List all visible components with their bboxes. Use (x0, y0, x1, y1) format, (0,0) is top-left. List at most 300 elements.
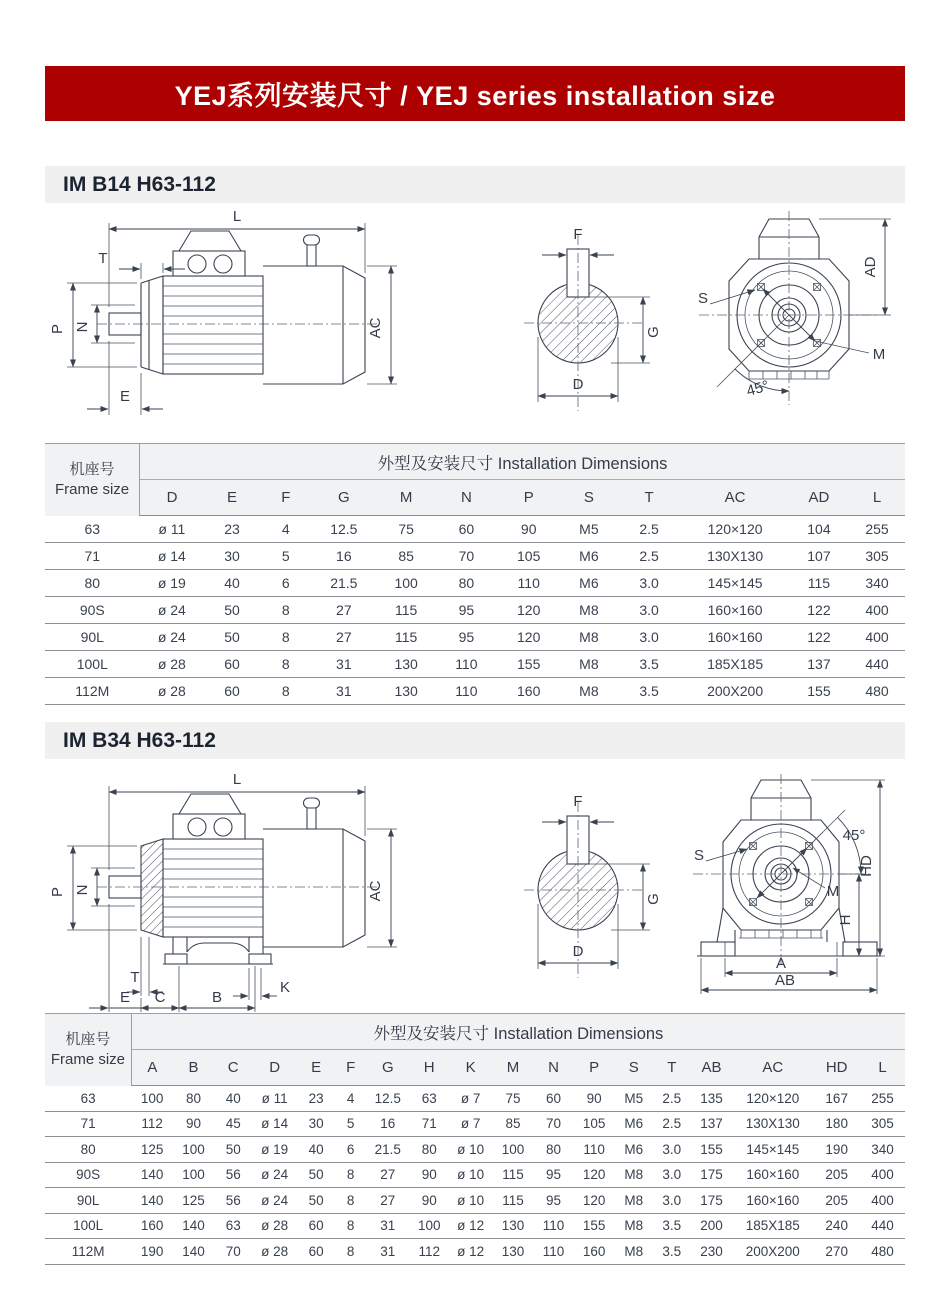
dimension-cell: 175 (691, 1162, 732, 1188)
dim-label-T: T (130, 969, 140, 986)
column-header-P: P (496, 480, 561, 516)
dimension-cell: 80 (534, 1137, 574, 1163)
dimension-cell: 95 (436, 597, 496, 624)
dimension-cell: 56 (214, 1188, 252, 1214)
shaft-section-drawing-b14 (490, 205, 685, 419)
dimension-cell: 160 (496, 678, 561, 705)
section-heading-im-b14 (45, 166, 905, 203)
dimension-cell: 145×145 (732, 1137, 813, 1163)
column-header-S: S (615, 1050, 653, 1086)
body-ribs (163, 849, 263, 927)
dimension-cell: 70 (436, 543, 496, 570)
dimension-cell: 140 (131, 1162, 172, 1188)
dimension-cell: M5 (615, 1086, 653, 1112)
dimension-cell: ø 19 (140, 570, 205, 597)
dimension-cell: 135 (691, 1086, 732, 1112)
dimension-cell: 8 (335, 1162, 366, 1188)
dim-label-D: D (572, 943, 584, 960)
dim-label-P: P (49, 323, 66, 335)
dimension-cell: 60 (297, 1213, 335, 1239)
span-header-cell: 外型及安装尺寸 Installation Dimensions (140, 444, 905, 480)
dim-label-L: L (232, 771, 242, 788)
column-header-G: G (366, 1050, 409, 1086)
dimension-cell: 130 (492, 1213, 533, 1239)
front-view-drawing-b14 (683, 203, 905, 419)
dimension-cell: 115 (492, 1162, 533, 1188)
dimension-cell: 21.5 (366, 1137, 409, 1163)
dimension-cell: 155 (573, 1213, 614, 1239)
dimension-cell: 90 (409, 1162, 449, 1188)
column-header-HD: HD (813, 1050, 860, 1086)
table-row-90L (45, 624, 905, 651)
eyebolt-ring (304, 235, 320, 245)
dimension-cell: 440 (860, 1213, 905, 1239)
dimension-cell: 56 (214, 1162, 252, 1188)
dimension-cell: 480 (860, 1239, 905, 1265)
dimension-cell: 16 (366, 1111, 409, 1137)
dimension-cell: 75 (376, 516, 436, 543)
feet (173, 937, 263, 954)
dim-label-AB: AB (774, 972, 796, 989)
dimension-cell: 30 (204, 543, 260, 570)
dimension-cell: 105 (573, 1111, 614, 1137)
table-row-63 (45, 1086, 905, 1112)
dimension-cell: ø 28 (140, 651, 205, 678)
dimension-cell: 115 (376, 597, 436, 624)
dimension-cell: 5 (335, 1111, 366, 1137)
dimension-cell: M8 (561, 678, 617, 705)
dimension-cell: 3.0 (653, 1162, 691, 1188)
dimension-cell: 400 (860, 1188, 905, 1214)
column-header-T: T (653, 1050, 691, 1086)
table-row-90S (45, 1162, 905, 1188)
dimension-cell: 400 (849, 624, 905, 651)
dimension-cell: 100 (376, 570, 436, 597)
dimension-cell: 3.0 (653, 1188, 691, 1214)
dimension-cell: M8 (615, 1239, 653, 1265)
dimension-cell: M8 (561, 597, 617, 624)
dimension-cell: 63 (214, 1213, 252, 1239)
dimension-cell: 120×120 (681, 516, 789, 543)
dimension-cell: M8 (615, 1188, 653, 1214)
dimension-cell: 180 (813, 1111, 860, 1137)
dimension-cell: 115 (492, 1188, 533, 1214)
dimension-cell: 2.5 (653, 1086, 691, 1112)
dimension-cell: 3.5 (617, 678, 682, 705)
dimension-cell: 155 (496, 651, 561, 678)
dimension-cell: 115 (789, 570, 849, 597)
dim-label-F: F (573, 226, 583, 243)
column-header-AC: AC (732, 1050, 813, 1086)
dimension-cell: 8 (335, 1213, 366, 1239)
column-letters-row (45, 480, 905, 516)
dimension-cell: 3.0 (617, 570, 682, 597)
foot-pad (843, 942, 877, 956)
dimension-cell: 480 (849, 678, 905, 705)
dimension-cell: 21.5 (312, 570, 377, 597)
dimension-cell: ø 14 (252, 1111, 297, 1137)
frame-size-cell: 100L (45, 1213, 131, 1239)
dim-label-AC: AC (367, 317, 384, 339)
frame-size-header (45, 444, 140, 516)
dimension-cell: 340 (849, 570, 905, 597)
dimension-cell: 2.5 (617, 516, 682, 543)
dimension-cell: M5 (561, 516, 617, 543)
dimension-cell: 60 (436, 516, 496, 543)
column-header-A: A (131, 1050, 172, 1086)
dimension-cell: 27 (312, 624, 377, 651)
column-header-C: C (214, 1050, 252, 1086)
dimension-cell: 95 (436, 624, 496, 651)
dimension-cell: ø 10 (449, 1162, 492, 1188)
terminal-box-top (179, 231, 241, 251)
dim-label-C: C (154, 989, 166, 1006)
column-header-AD: AD (789, 480, 849, 516)
dimension-cell: 60 (204, 651, 260, 678)
dimension-cell: 3.5 (653, 1239, 691, 1265)
dimension-cell: 185X185 (732, 1213, 813, 1239)
column-header-N: N (436, 480, 496, 516)
dimension-cell: 8 (260, 597, 312, 624)
side-view-drawing-b34 (45, 766, 475, 1018)
page-title: YEJ系列安装尺寸 / YEJ series installation size (174, 81, 776, 111)
frame-size-cell: 63 (45, 1086, 131, 1112)
flange (141, 276, 163, 374)
dimension-cell: 400 (849, 597, 905, 624)
dimension-cell: 115 (376, 624, 436, 651)
dimension-cell: 50 (204, 624, 260, 651)
dim-label-K: K (279, 979, 291, 996)
terminal-box (173, 251, 245, 276)
dimension-cell: ø 10 (449, 1137, 492, 1163)
dimension-cell: 50 (297, 1188, 335, 1214)
dimension-cell: 120 (573, 1188, 614, 1214)
dimension-cell: 12.5 (312, 516, 377, 543)
dimension-cell: M8 (615, 1213, 653, 1239)
column-letters-row (45, 1050, 905, 1086)
dimension-cell: 3.0 (617, 597, 682, 624)
dimension-cell: ø 12 (449, 1239, 492, 1265)
dim-label-L: L (232, 208, 242, 225)
dimension-cell: 16 (312, 543, 377, 570)
table-row-100L (45, 651, 905, 678)
frame-size-header (45, 1014, 131, 1086)
eyebolt (307, 806, 316, 829)
dimension-cell: 140 (131, 1188, 172, 1214)
motor-body (163, 839, 263, 937)
dimension-cell: 185X185 (681, 651, 789, 678)
dimension-cell: 100 (131, 1086, 172, 1112)
dimension-cell: ø 24 (252, 1162, 297, 1188)
dimension-cell: 90 (173, 1111, 214, 1137)
dimension-cell: 4 (335, 1086, 366, 1112)
dimension-cell: 31 (366, 1239, 409, 1265)
dimension-cell: 155 (691, 1137, 732, 1163)
column-header-B: B (173, 1050, 214, 1086)
dimension-cell: 137 (789, 651, 849, 678)
dimension-cell: 8 (260, 651, 312, 678)
foot-pad (701, 942, 735, 956)
dimension-cell: 120 (573, 1162, 614, 1188)
dimension-cell: 255 (860, 1086, 905, 1112)
frame-size-cell: 90L (45, 1188, 131, 1214)
dimension-cell: 130 (492, 1239, 533, 1265)
table-row-100L (45, 1213, 905, 1239)
dimension-cell: 85 (492, 1111, 533, 1137)
dimension-cell: 120 (496, 597, 561, 624)
dimension-cell: 70 (534, 1111, 574, 1137)
dim-label-angle: 45° (842, 827, 866, 844)
dimension-cell: 31 (366, 1213, 409, 1239)
dimension-cell: 120×120 (732, 1086, 813, 1112)
frame-size-cell: 63 (45, 516, 140, 543)
dim-label-E: E (119, 989, 131, 1006)
column-header-F: F (260, 480, 312, 516)
column-header-D: D (252, 1050, 297, 1086)
flange-hatched (141, 839, 163, 937)
dimension-cell: 140 (173, 1239, 214, 1265)
terminal-box (173, 814, 245, 839)
section-heading-text: IM B34 H63-112 (63, 728, 216, 752)
column-header-E: E (297, 1050, 335, 1086)
dimension-cell: M6 (615, 1111, 653, 1137)
dimension-cell: 160 (131, 1213, 172, 1239)
dimension-cell: 40 (297, 1137, 335, 1163)
dimension-cell: 160×160 (732, 1188, 813, 1214)
dim-label-B: B (211, 989, 223, 1006)
frame-size-header-en: Frame size (50, 1050, 126, 1068)
frame-size-header-zh: 机座号 (65, 1031, 111, 1049)
dimension-cell: 70 (214, 1239, 252, 1265)
dimension-cell: 155 (789, 678, 849, 705)
dimension-cell: ø 19 (252, 1137, 297, 1163)
dimension-cell: 130 (376, 678, 436, 705)
dimension-cell: 100 (173, 1162, 214, 1188)
column-header-L: L (860, 1050, 905, 1086)
dimension-cell: 104 (789, 516, 849, 543)
dimension-cell: 200X200 (681, 678, 789, 705)
table-row-63 (45, 516, 905, 543)
dimension-cell: 5 (260, 543, 312, 570)
column-header-L: L (849, 480, 905, 516)
dimension-cell: 125 (173, 1188, 214, 1214)
dimension-cell: 167 (813, 1086, 860, 1112)
dimension-cell: 50 (204, 597, 260, 624)
dimension-cell: 400 (860, 1162, 905, 1188)
dim-label-F: F (573, 793, 583, 810)
dim-label-N: N (74, 321, 91, 333)
table-row-90L (45, 1188, 905, 1214)
section-heading-im-b34 (45, 722, 905, 759)
column-header-AB: AB (691, 1050, 732, 1086)
terminal-box-top (179, 794, 241, 814)
column-header-P: P (573, 1050, 614, 1086)
dimension-cell: 95 (534, 1162, 574, 1188)
dimension-cell: ø 7 (449, 1086, 492, 1112)
frame-size-cell: 100L (45, 651, 140, 678)
dimension-cell: 100 (409, 1213, 449, 1239)
dimension-cell: 50 (297, 1162, 335, 1188)
dimension-cell: 6 (260, 570, 312, 597)
dim-label-G: G (645, 326, 662, 338)
frame-size-cell: 80 (45, 570, 140, 597)
dimension-cell: 160×160 (681, 624, 789, 651)
dimension-cell: 3.5 (617, 651, 682, 678)
dimension-cell: 305 (860, 1111, 905, 1137)
dimension-cell: 95 (534, 1188, 574, 1214)
dim-label-N: N (74, 884, 91, 896)
dimension-cell: ø 28 (252, 1213, 297, 1239)
dimension-cell: 200X200 (732, 1239, 813, 1265)
dim-label-G: G (645, 893, 662, 905)
dimension-cell: M8 (615, 1162, 653, 1188)
section-heading-text: IM B14 H63-112 (63, 172, 216, 196)
dimension-cell: 3.0 (653, 1137, 691, 1163)
column-header-M: M (492, 1050, 533, 1086)
dimension-cell: 50 (214, 1137, 252, 1163)
dimension-cell: M6 (561, 543, 617, 570)
dimension-cell: 100 (173, 1137, 214, 1163)
column-header-M: M (376, 480, 436, 516)
dim-label-M: M (872, 346, 886, 363)
dimension-cell: M8 (561, 651, 617, 678)
dimension-cell: 107 (789, 543, 849, 570)
eyebolt-ring (304, 798, 320, 808)
column-header-K: K (449, 1050, 492, 1086)
dimension-cell: 112 (409, 1239, 449, 1265)
dimension-cell: 80 (409, 1137, 449, 1163)
dim-label-S: S (697, 290, 709, 307)
dimension-cell: 63 (409, 1086, 449, 1112)
foot-pad (165, 954, 187, 964)
dimension-cell: ø 28 (140, 678, 205, 705)
dimension-cell: 125 (131, 1137, 172, 1163)
frame-size-cell: 90L (45, 624, 140, 651)
dimension-cell: 100 (492, 1137, 533, 1163)
column-header-H: H (409, 1050, 449, 1086)
dimension-cell: 80 (436, 570, 496, 597)
dim-label-HD: HD (858, 855, 875, 877)
dimension-cell: 160×160 (681, 597, 789, 624)
dimension-cell: ø 14 (140, 543, 205, 570)
dimension-cell: 110 (436, 651, 496, 678)
dimension-cell: ø 24 (140, 597, 205, 624)
frame-size-cell: 90S (45, 597, 140, 624)
dimension-cell: 31 (312, 651, 377, 678)
dimension-cell: 75 (492, 1086, 533, 1112)
dimension-cell: 40 (204, 570, 260, 597)
dim-label-AC: AC (367, 880, 384, 902)
frame-size-cell: 112M (45, 678, 140, 705)
dimension-cell: 110 (534, 1239, 574, 1265)
dimension-cell: 110 (436, 678, 496, 705)
frame-size-cell: 90S (45, 1162, 131, 1188)
dimension-cell: 40 (214, 1086, 252, 1112)
column-header-E: E (204, 480, 260, 516)
dimension-cell: 90 (409, 1188, 449, 1214)
eyebolt (307, 243, 316, 266)
installation-table-b34 (45, 1013, 905, 1265)
dimension-cell: 140 (173, 1213, 214, 1239)
dimension-cell: 130X130 (732, 1111, 813, 1137)
dimension-cell: 205 (813, 1188, 860, 1214)
dimension-cell: 23 (297, 1086, 335, 1112)
frame-size-cell: 112M (45, 1239, 131, 1265)
table-row-80 (45, 1137, 905, 1163)
dimension-cell: 8 (260, 624, 312, 651)
dimension-cell: 60 (534, 1086, 574, 1112)
table-row-112M (45, 1239, 905, 1265)
column-header-AC: AC (681, 480, 789, 516)
column-header-G: G (312, 480, 377, 516)
dimension-cell: 190 (813, 1137, 860, 1163)
span-header-cell: 外型及安装尺寸 Installation Dimensions (131, 1014, 905, 1050)
dimension-cell: ø 11 (252, 1086, 297, 1112)
frame-size-header-en: Frame size (54, 480, 130, 498)
table-row-112M (45, 678, 905, 705)
column-header-S: S (561, 480, 617, 516)
dimension-cell: 255 (849, 516, 905, 543)
dimension-cell: 110 (496, 570, 561, 597)
dimension-cell: 175 (691, 1188, 732, 1214)
dimension-cell: ø 24 (252, 1188, 297, 1214)
dimension-cell: ø 12 (449, 1213, 492, 1239)
dimension-cell: 122 (789, 624, 849, 651)
dimension-cell: 3.5 (653, 1213, 691, 1239)
dimension-cell: 90 (496, 516, 561, 543)
dimension-cell: 30 (297, 1111, 335, 1137)
dim-label-D: D (572, 376, 584, 393)
installation-table-b14 (45, 443, 905, 705)
dimension-cell: 160×160 (732, 1162, 813, 1188)
table-row-90S (45, 597, 905, 624)
shaft-section-drawing-b34 (490, 772, 685, 986)
dimension-cell: M6 (615, 1137, 653, 1163)
dimension-cell: 110 (573, 1137, 614, 1163)
dimension-cell: 45 (214, 1111, 252, 1137)
dimension-cell: ø 28 (252, 1239, 297, 1265)
dimension-cell: 27 (366, 1188, 409, 1214)
dim-label-P: P (49, 886, 66, 898)
dimension-cell: 8 (335, 1188, 366, 1214)
frame-size-cell: 80 (45, 1137, 131, 1163)
dimension-cell: 110 (534, 1213, 574, 1239)
dim-label-E: E (119, 388, 131, 405)
dimension-cell: 230 (691, 1239, 732, 1265)
dimension-cell: 137 (691, 1111, 732, 1137)
dimension-cell: 27 (366, 1162, 409, 1188)
dimension-cell: 2.5 (617, 543, 682, 570)
dimension-cell: 23 (204, 516, 260, 543)
dimension-cell: ø 7 (449, 1111, 492, 1137)
fan-cover (263, 829, 365, 947)
column-header-N: N (534, 1050, 574, 1086)
frame-size-cell: 71 (45, 1111, 131, 1137)
dimension-cell: 240 (813, 1213, 860, 1239)
page-title-banner (45, 66, 905, 121)
dimension-cell: 4 (260, 516, 312, 543)
dim-label-A: A (775, 955, 787, 972)
foot-pad (249, 954, 271, 964)
dimension-cell: 122 (789, 597, 849, 624)
column-header-D: D (140, 480, 205, 516)
frame-size-cell: 71 (45, 543, 140, 570)
side-view-drawing-b14 (45, 203, 475, 443)
dim-label-AD: AD (862, 256, 879, 278)
dim-label-T: T (98, 250, 108, 267)
dimension-cell: 145×145 (681, 570, 789, 597)
column-header-F: F (335, 1050, 366, 1086)
